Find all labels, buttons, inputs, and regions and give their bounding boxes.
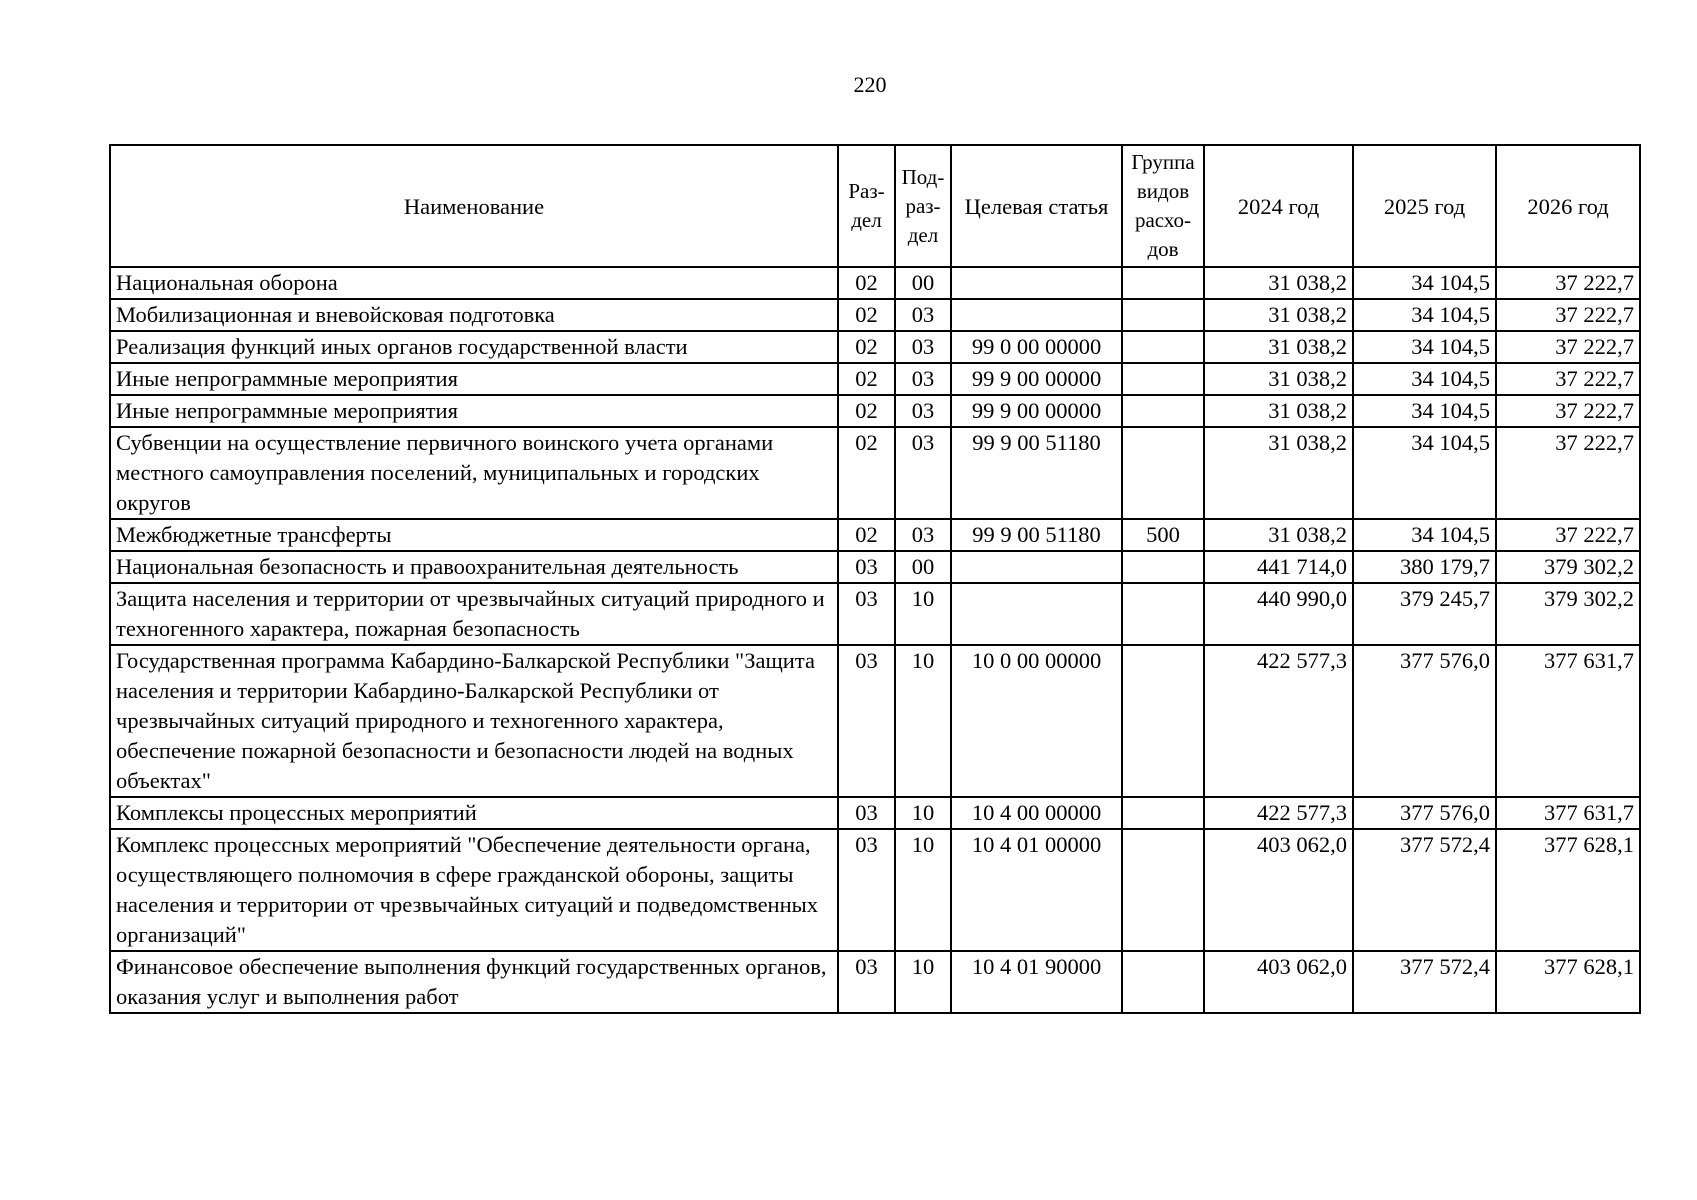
cell-target-article: 99 9 00 00000 xyxy=(951,395,1122,427)
cell-year-2026: 37 222,7 xyxy=(1496,299,1640,331)
cell-year-2025: 34 104,5 xyxy=(1353,267,1496,299)
header-expense-group: Группа видов расхо-дов xyxy=(1122,145,1204,267)
cell-razdel: 02 xyxy=(838,519,895,551)
table-row xyxy=(110,363,1640,395)
header-year-2024: 2024 год xyxy=(1204,145,1353,267)
cell-year-2025: 380 179,7 xyxy=(1353,551,1496,583)
cell-razdel: 02 xyxy=(838,363,895,395)
cell-target-article: 10 0 00 00000 xyxy=(951,645,1122,797)
cell-expense-group xyxy=(1122,331,1204,363)
cell-expense-group xyxy=(1122,645,1204,797)
cell-expense-group xyxy=(1122,583,1204,645)
cell-razdel: 03 xyxy=(838,829,895,951)
cell-expense-group xyxy=(1122,427,1204,519)
cell-expense-group xyxy=(1122,267,1204,299)
cell-expense-group xyxy=(1122,299,1204,331)
table-row xyxy=(110,583,1640,645)
table-row xyxy=(110,427,1640,519)
cell-razdel: 03 xyxy=(838,645,895,797)
cell-target-article: 10 4 00 00000 xyxy=(951,797,1122,829)
cell-target-article: 99 9 00 51180 xyxy=(951,519,1122,551)
header-year-2026: 2026 год xyxy=(1496,145,1640,267)
cell-year-2026: 379 302,2 xyxy=(1496,551,1640,583)
cell-year-2024: 440 990,0 xyxy=(1204,583,1353,645)
cell-year-2025: 377 576,0 xyxy=(1353,645,1496,797)
cell-target-article xyxy=(951,583,1122,645)
table-row xyxy=(110,551,1640,583)
cell-year-2025: 34 104,5 xyxy=(1353,363,1496,395)
table-row xyxy=(110,645,1640,797)
cell-target-article: 10 4 01 00000 xyxy=(951,829,1122,951)
cell-podrazdel: 10 xyxy=(895,951,951,1013)
cell-podrazdel: 03 xyxy=(895,519,951,551)
cell-target-article: 99 9 00 51180 xyxy=(951,427,1122,519)
cell-year-2026: 37 222,7 xyxy=(1496,331,1640,363)
cell-name: Мобилизационная и вневойсковая подготовка xyxy=(110,299,838,331)
cell-razdel: 03 xyxy=(838,797,895,829)
cell-year-2025: 379 245,7 xyxy=(1353,583,1496,645)
cell-razdel: 03 xyxy=(838,951,895,1013)
cell-expense-group xyxy=(1122,951,1204,1013)
cell-year-2024: 31 038,2 xyxy=(1204,427,1353,519)
cell-podrazdel: 03 xyxy=(895,299,951,331)
table-row xyxy=(110,331,1640,363)
cell-year-2026: 377 631,7 xyxy=(1496,797,1640,829)
header-name: Наименование xyxy=(110,145,838,267)
cell-year-2025: 34 104,5 xyxy=(1353,395,1496,427)
cell-name: Комплексы процессных мероприятий xyxy=(110,797,838,829)
cell-expense-group xyxy=(1122,395,1204,427)
cell-year-2026: 37 222,7 xyxy=(1496,395,1640,427)
cell-razdel: 03 xyxy=(838,551,895,583)
header-target-article: Целевая статья xyxy=(951,145,1122,267)
table-row xyxy=(110,267,1640,299)
cell-year-2024: 31 038,2 xyxy=(1204,519,1353,551)
cell-podrazdel: 03 xyxy=(895,331,951,363)
cell-year-2026: 37 222,7 xyxy=(1496,519,1640,551)
cell-name: Иные непрограммные мероприятия xyxy=(110,395,838,427)
cell-year-2024: 31 038,2 xyxy=(1204,299,1353,331)
cell-expense-group: 500 xyxy=(1122,519,1204,551)
cell-name: Государственная программа Кабардино-Балкарской Республики "Защита населения и территории Кабардино-Балкарской Республики от чрезвычайных ситуаций природного и техногенного характера, обеспечение пожарной безопасности и безопасности людей на водных объектах" xyxy=(110,645,838,797)
cell-target-article: 99 9 00 00000 xyxy=(951,363,1122,395)
cell-podrazdel: 03 xyxy=(895,363,951,395)
cell-podrazdel: 10 xyxy=(895,645,951,797)
cell-name: Иные непрограммные мероприятия xyxy=(110,363,838,395)
cell-year-2025: 34 104,5 xyxy=(1353,519,1496,551)
cell-podrazdel: 10 xyxy=(895,829,951,951)
table-row xyxy=(110,951,1640,1013)
cell-name: Национальная безопасность и правоохранительная деятельность xyxy=(110,551,838,583)
table-row xyxy=(110,299,1640,331)
cell-razdel: 02 xyxy=(838,427,895,519)
cell-expense-group xyxy=(1122,551,1204,583)
cell-year-2024: 422 577,3 xyxy=(1204,645,1353,797)
cell-target-article xyxy=(951,267,1122,299)
table-row xyxy=(110,797,1640,829)
cell-razdel: 02 xyxy=(838,395,895,427)
cell-target-article: 99 0 00 00000 xyxy=(951,331,1122,363)
cell-podrazdel: 10 xyxy=(895,583,951,645)
page-number: 220 xyxy=(853,72,887,97)
table-row xyxy=(110,829,1640,951)
cell-name: Национальная оборона xyxy=(110,267,838,299)
cell-podrazdel: 00 xyxy=(895,267,951,299)
cell-year-2025: 377 572,4 xyxy=(1353,951,1496,1013)
cell-razdel: 02 xyxy=(838,331,895,363)
cell-year-2024: 31 038,2 xyxy=(1204,395,1353,427)
cell-year-2024: 403 062,0 xyxy=(1204,951,1353,1013)
table-row xyxy=(110,519,1640,551)
cell-year-2026: 377 628,1 xyxy=(1496,951,1640,1013)
cell-name: Защита населения и территории от чрезвычайных ситуаций природного и техногенного характера, пожарная безопасность xyxy=(110,583,838,645)
cell-name: Субвенции на осуществление первичного воинского учета органами местного самоуправления поселений, муниципальных и городских округов xyxy=(110,427,838,519)
budget-table xyxy=(109,144,1641,1014)
cell-target-article: 10 4 01 90000 xyxy=(951,951,1122,1013)
cell-year-2026: 37 222,7 xyxy=(1496,363,1640,395)
cell-year-2025: 34 104,5 xyxy=(1353,331,1496,363)
cell-year-2024: 403 062,0 xyxy=(1204,829,1353,951)
cell-target-article xyxy=(951,299,1122,331)
cell-podrazdel: 03 xyxy=(895,427,951,519)
cell-target-article xyxy=(951,551,1122,583)
cell-year-2024: 441 714,0 xyxy=(1204,551,1353,583)
cell-podrazdel: 10 xyxy=(895,797,951,829)
cell-year-2026: 37 222,7 xyxy=(1496,427,1640,519)
cell-podrazdel: 00 xyxy=(895,551,951,583)
cell-year-2026: 37 222,7 xyxy=(1496,267,1640,299)
cell-year-2024: 31 038,2 xyxy=(1204,363,1353,395)
cell-year-2026: 377 628,1 xyxy=(1496,829,1640,951)
cell-name: Финансовое обеспечение выполнения функций государственных органов, оказания услуг и выполнения работ xyxy=(110,951,838,1013)
cell-year-2026: 377 631,7 xyxy=(1496,645,1640,797)
cell-name: Комплекс процессных мероприятий "Обеспечение деятельности органа, осуществляющего полномочия в сфере гражданской обороны, защиты населения и территории от чрезвычайных ситуаций и подведомственных организаций" xyxy=(110,829,838,951)
cell-expense-group xyxy=(1122,363,1204,395)
cell-expense-group xyxy=(1122,829,1204,951)
cell-year-2025: 377 572,4 xyxy=(1353,829,1496,951)
cell-year-2025: 377 576,0 xyxy=(1353,797,1496,829)
cell-razdel: 02 xyxy=(838,299,895,331)
header-row xyxy=(110,145,1640,267)
cell-year-2025: 34 104,5 xyxy=(1353,299,1496,331)
cell-podrazdel: 03 xyxy=(895,395,951,427)
cell-year-2026: 379 302,2 xyxy=(1496,583,1640,645)
cell-year-2024: 31 038,2 xyxy=(1204,331,1353,363)
header-year-2025: 2025 год xyxy=(1353,145,1496,267)
table-row xyxy=(110,395,1640,427)
header-podrazdel: Под-раз-дел xyxy=(895,145,951,267)
cell-name: Реализация функций иных органов государственной власти xyxy=(110,331,838,363)
cell-year-2024: 422 577,3 xyxy=(1204,797,1353,829)
cell-razdel: 02 xyxy=(838,267,895,299)
cell-razdel: 03 xyxy=(838,583,895,645)
cell-year-2024: 31 038,2 xyxy=(1204,267,1353,299)
cell-name: Межбюджетные трансферты xyxy=(110,519,838,551)
header-razdel: Раз-дел xyxy=(838,145,895,267)
cell-year-2025: 34 104,5 xyxy=(1353,427,1496,519)
cell-expense-group xyxy=(1122,797,1204,829)
